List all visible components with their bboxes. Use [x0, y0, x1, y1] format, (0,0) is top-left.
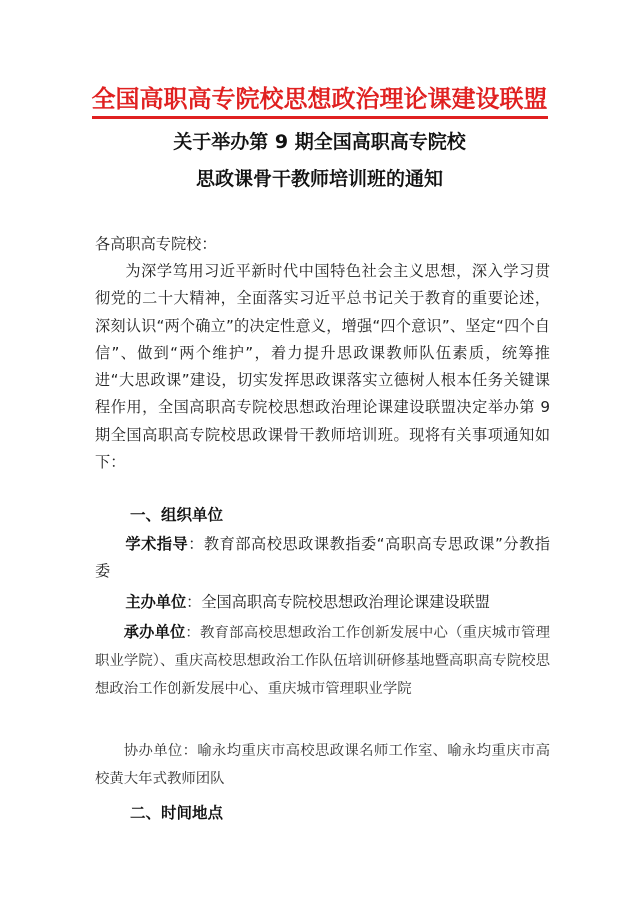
- academic-guidance-value: ：教育部高校思政课教指委“高职高专思政课”分教指委: [95, 535, 550, 581]
- academic-guidance-item: [95, 531, 550, 586]
- salutation: 各高职高专院校：: [95, 235, 217, 253]
- co-organizer-item: 协办单位：喻永均重庆市高校思政课名师工作室、喻永均重庆市高校黄大年式教师团队: [95, 743, 550, 788]
- org-title: [0, 84, 639, 119]
- organizer-item: [95, 618, 550, 704]
- intro-paragraph: 为深学笃用习近平新时代中国特色社会主义思想，深入学习贯彻党的二十大精神，全面落实习近平总书记关于教育的重要论述，深刻认识“两个确立”的决定性意义，增强“四个意识”、坚定“四个自信”、做到“两个维护”，着力提升思政课教师队伍素质，统筹推进“大思政课”建设，切实发挥思政课落实立德树人根本任务关键课程作用，全国高职高专院校思想政治理论课建设联盟决定举办第 9 期全国高职高专院校思政课骨干教师培训班。现将有关事项通知如下：: [95, 262, 550, 472]
- organizer-value: ：教育部高校思想政治工作创新发展中心（重庆城市管理职业学院）、重庆高校思想政治工作队伍培训研修基地暨高职高专院校思想政治工作创新发展中心、重庆城市管理职业学院: [95, 625, 550, 698]
- academic-guidance-label: 学术指导: [125, 535, 189, 553]
- organizer-label: 承办单位: [123, 623, 186, 641]
- notice-title-line1: 关于举办第 9 期全国高职高专院校: [173, 131, 466, 153]
- host-value: ：全国高职高专院校思想政治理论课建设联盟: [186, 593, 490, 611]
- host-label: 主办单位: [125, 593, 187, 611]
- section-heading-organizers: 一、组织单位: [130, 506, 224, 524]
- notice-title-line2: 思政课骨干教师培训班的通知: [195, 168, 443, 190]
- host-item: [95, 589, 550, 616]
- org-title-text: 全国高职高专院校思想政治理论课建设联盟: [92, 84, 548, 119]
- section-heading-time-place: 二、时间地点: [130, 804, 224, 822]
